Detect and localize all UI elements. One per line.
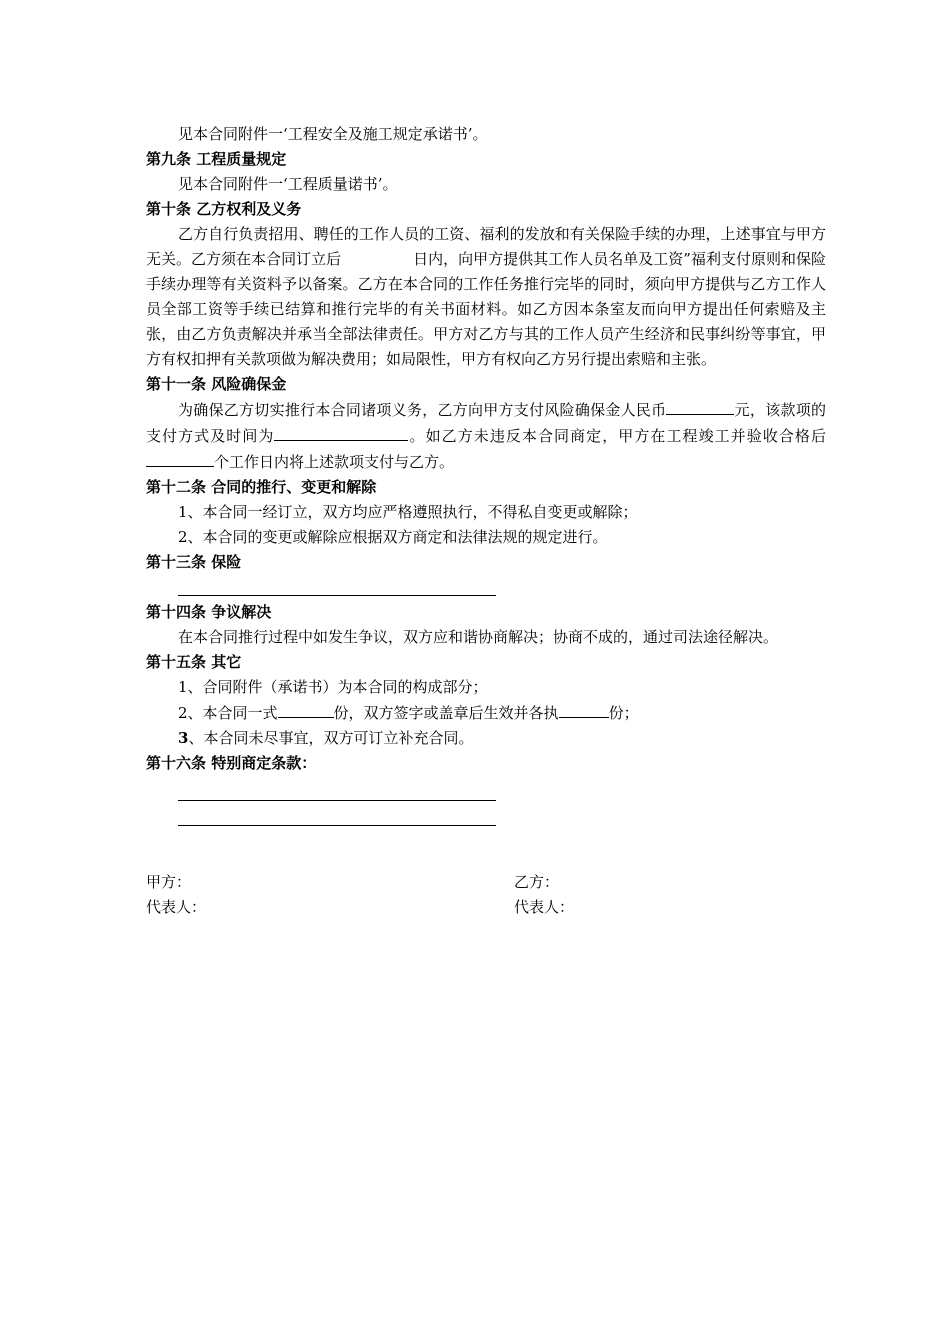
s11-text-b: 元，该款项的支付方式及时间为 <box>146 401 826 445</box>
s9-text: 见本合同附件一‘工程质量诺书’。 <box>178 175 398 193</box>
s15-item-2-a: 2、本合同一式 <box>178 704 278 722</box>
contract-page <box>146 122 826 920</box>
s9-heading: 第九条 工程质量规定 <box>146 150 287 168</box>
s11-heading: 第十一条 风险确保金 <box>146 375 287 393</box>
s14-heading: 第十四条 争议解决 <box>146 603 272 621</box>
copies-each-blank[interactable] <box>559 700 609 718</box>
party-b-rep-label: 代表人： <box>514 898 575 916</box>
s10-text-b: 日内，向甲方提供其工作人员名单及工资”福利支付原则和保险手续办理等有关资料予以备案。乙方在本合同的工作任务推行完毕的同时，须向甲方提供与乙方工作人员全部工资等手续已结算和推行完毕的有关书面材料。如乙方因本条室友而向甲方提出任何索赔及主张，由乙方负责解决并承当全部法律责任。甲方对乙方与其的工作人员产生经济和民事纠纷等事宜，甲方有权扣押有关款项做为解决费用；如局限性，甲方有权向乙方另行提出索赔和主张。 <box>146 250 826 368</box>
s15-item-3-text: 、本合同未尽事宜，双方可订立补充合同。 <box>188 729 474 747</box>
s11-text-c: 。如乙方未违反本合同商定，甲方在工程竣工并验收合格后 <box>408 427 826 445</box>
s15-item-2-b: 份，双方签字或盖章后生效并各执 <box>333 704 559 722</box>
s16-heading: 第十六条 特别商定条款： <box>146 754 317 772</box>
s10-text-a: 乙方自行负责招用、聘任的工作人员的工资、福利的发放和有关保险手续的办理，上述事宜与甲方无关。乙方须在本合同订立后 <box>146 225 826 268</box>
party-a-rep-label: 代表人： <box>146 898 207 916</box>
s15-item-2 <box>146 700 826 726</box>
s15-heading: 第十五条 其它 <box>146 653 242 671</box>
party-b-block <box>514 870 574 920</box>
party-a-block <box>146 870 206 920</box>
amount-blank[interactable] <box>666 397 734 415</box>
s12-heading: 第十二条 合同的推行、变更和解除 <box>146 478 377 496</box>
s15-item-2-c: 份； <box>608 704 639 722</box>
s11-text-d: 个工作日内将上述款项支付与乙方。 <box>214 453 455 471</box>
s11-text-a: 为确保乙方切实推行本合同诸项义务，乙方向甲方支付风险确保金人民币 <box>178 401 667 419</box>
s15-item-1: 1、合同附件（承诺书）为本合同的构成部分； <box>178 678 488 696</box>
s11-text <box>146 397 826 475</box>
party-a-label: 甲方： <box>146 873 192 891</box>
party-b-label: 乙方： <box>514 873 560 891</box>
insurance-line[interactable] <box>178 575 496 596</box>
s13-heading: 第十三条 保险 <box>146 553 242 571</box>
s10-text <box>146 222 826 372</box>
special-terms-line-1[interactable] <box>178 776 496 801</box>
copies-total-blank[interactable] <box>278 700 334 718</box>
s12-item-2: 2、本合同的变更或解除应根据双方商定和法律法规的规定进行。 <box>178 528 608 546</box>
s10-heading: 第十条 乙方权利及义务 <box>146 200 302 218</box>
s14-text: 在本合同推行过程中如发生争议，双方应和谐协商解决；协商不成的，通过司法途径解决。 <box>178 628 779 646</box>
payment-method-blank[interactable] <box>274 423 408 441</box>
special-terms-line-2[interactable] <box>178 801 496 826</box>
s15-item-3-num: 3 <box>178 729 189 747</box>
signature-area <box>146 870 826 920</box>
s8-text: 见本合同附件一‘工程安全及施工规定承诺书’。 <box>178 125 488 143</box>
workdays-blank[interactable] <box>146 449 214 467</box>
s12-item-1: 1、本合同一经订立，双方均应严格遵照执行，不得私自变更或解除； <box>178 503 638 521</box>
s15-item-3 <box>146 726 826 751</box>
